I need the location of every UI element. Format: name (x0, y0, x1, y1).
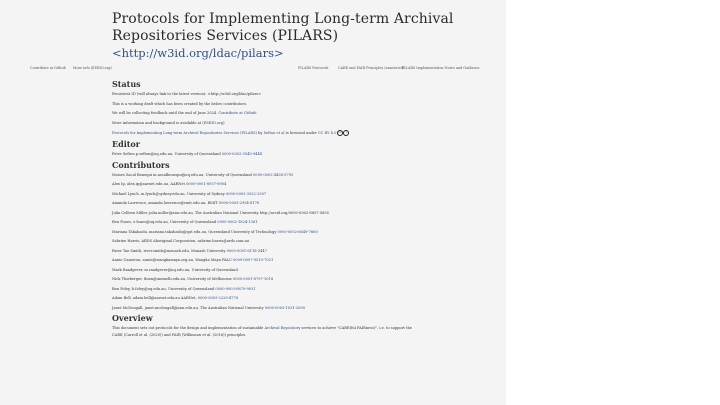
status-more-info-text: More information and background is available at (112, 120, 202, 125)
nav-bar (0, 64, 506, 74)
archival-repository-link[interactable]: Archival Repository (264, 326, 301, 330)
status-heading: Status (112, 79, 141, 89)
title-line-1: Protocols for Implementing Long-term Archival (112, 11, 454, 27)
license-authors[interactable]: Sefton et al (263, 131, 285, 135)
contributor-orcid-link[interactable]: 0000-0003-2229-4778 (197, 296, 239, 300)
contributor-orcid-link[interactable]: 0000-0001-6118-3447 (226, 248, 267, 253)
document-content (112, 79, 412, 337)
contributor-orcid-link[interactable]: 0009-0007-9510-7021 (233, 258, 274, 262)
overview-text-2: services to achieve "CARE(ful FAIRness)", i.e. to support the (301, 326, 412, 330)
contributor-text: Ben Foley, b.foley@uq.edu.au, University of Queensland (112, 286, 215, 291)
document-header (112, 11, 502, 60)
contributor-orcid-link[interactable]: 0000-0003-1031-2090 (264, 305, 306, 310)
editor-heading: Editor (112, 139, 140, 149)
nav-link-implementation[interactable]: PILARS Implementation Notes and Guidance (402, 66, 480, 70)
license-by: by (256, 131, 264, 135)
document-url[interactable]: <http://w3id.org/ldac/pilars> (112, 46, 284, 60)
contributor-text: River Tae Smith, river.smith@monash.edu, Monash University (112, 248, 226, 253)
license-mid: is licensed under (284, 131, 318, 135)
contributor-text: Mariana Takahashi, mariana.takahashi@qut.edu.au, Queensland University of Technology (112, 229, 277, 234)
editor-orcid-link[interactable]: 0000-0002-3545-944X (221, 152, 263, 156)
blank-area (506, 0, 720, 405)
editor-text: Peter Sefton p.sefton@uq.edu.au, University of Queensland (112, 152, 221, 156)
overview-line-2: CARE (Carroll et al. (2020)) and FAIR (Wilkinson et al. (2016)) principles. (112, 332, 247, 337)
status-feedback-text: We will be collecting feedback until the end of June 2024. (112, 111, 218, 115)
contributor-text: Moises Sacal Bonequi m.sacalbonequi@uq.edu.au, University of Queensland (112, 172, 252, 177)
contribute-link[interactable]: Contribute at Github (218, 111, 257, 115)
cc-icon: cc (338, 131, 342, 134)
overview-text-1: This document sets out protocols for the design and implementation of sustainable (112, 326, 264, 330)
license-work-title[interactable]: Protocols for Implementing Long-term Archival Repositories Services (PILARS) (112, 131, 257, 135)
contributor-orcid-link[interactable]: 0000-0001-8797-1018 (232, 277, 274, 281)
nav-link-more-info[interactable]: More info (ESRIO.org) (73, 66, 112, 70)
contributor-text: Annie Cameron, annie@wangkamaya.org.au, Wangka Maya PALC (112, 258, 232, 262)
status-persistent-id: Persistent ID (will always link to the latest version): <http://w3id.org/ldac/pilars> (112, 92, 262, 96)
overview-line-1 (112, 326, 412, 331)
contributor-text: Nick Thieberger, thien@unimelb.edu.au, University of Melbourne (112, 277, 232, 281)
contributor-text: Amanda Lawrence, amanda.lawrence@rmit.edu.au, RMIT (112, 201, 218, 205)
license-link[interactable]: CC BY 4.0 (317, 131, 337, 135)
title-line-2: Repositories Services (PILARS) (112, 27, 339, 44)
contributor-orcid-link[interactable]: 0000-0002-1824-1361 (217, 220, 258, 224)
contributor-orcid-link[interactable]: 0000-0002-4436-5795 (253, 172, 294, 177)
contributor-text: Julia Colleen Miller, julia.miller@anu.edu.au, The Australian National University http://orcid.org/0000-0002-8857-5855 (112, 210, 329, 215)
contributor-text: Adam Bell, adam.bell@aarnet.edu.au AARNet, (112, 296, 197, 300)
contributor-text: Sabrine Harris, ARDS Aboriginal Corporation, sabrine.harris@ards.com.au (112, 239, 250, 243)
nav-link-protocols[interactable]: PILARS Protocols (298, 66, 329, 70)
status-more-info-line: More information and background is available at (ESRIO.org) (112, 120, 225, 125)
nav-link-care-fair[interactable]: CARE and FAIR Principles (annotated) (338, 66, 405, 70)
contributors-list (112, 173, 412, 311)
contributor-orcid-link[interactable]: 0000-0003-2954-8178 (218, 201, 260, 205)
contributor-text: Alex Ip, alex.ip@aarnet.edu.au, AARNet (112, 182, 185, 186)
contributor-orcid-link[interactable]: 0000-0002-6649-7660 (277, 229, 318, 234)
overview-heading: Overview (112, 313, 153, 323)
contributor-orcid-link[interactable]: 0000-0003-0879-9031 (215, 286, 256, 291)
contributor-text: Janet McDougall, janet.mcdougall@anu.edu.au, The Australian National University (112, 305, 264, 310)
contributor-text: Mark Raadgever, m.raadgever@uq.edu.au, University of Queensland (112, 267, 238, 272)
document-title (112, 11, 502, 44)
contributors-heading: Contributors (112, 159, 170, 170)
by-icon: i (343, 130, 349, 136)
contributor-orcid-link[interactable]: 0000-0001-8937-8904 (186, 182, 227, 186)
esrio-link[interactable]: ESRIO.org (203, 120, 224, 125)
status-draft-note: This is a working draft which has been created by the below contributors. (112, 101, 248, 106)
contributor-text: Ben Foaes, e.foaes@uq.edu.au, University of Queensland (112, 220, 217, 224)
nav-link-github[interactable]: Contribute at Github (30, 66, 66, 70)
contributor-text: Michael Lynch, m.lynch@sydney.edu.au, University of Sydney (112, 191, 225, 196)
contributor-orcid-link[interactable]: 0000-0002-3922-2307 (225, 191, 267, 196)
